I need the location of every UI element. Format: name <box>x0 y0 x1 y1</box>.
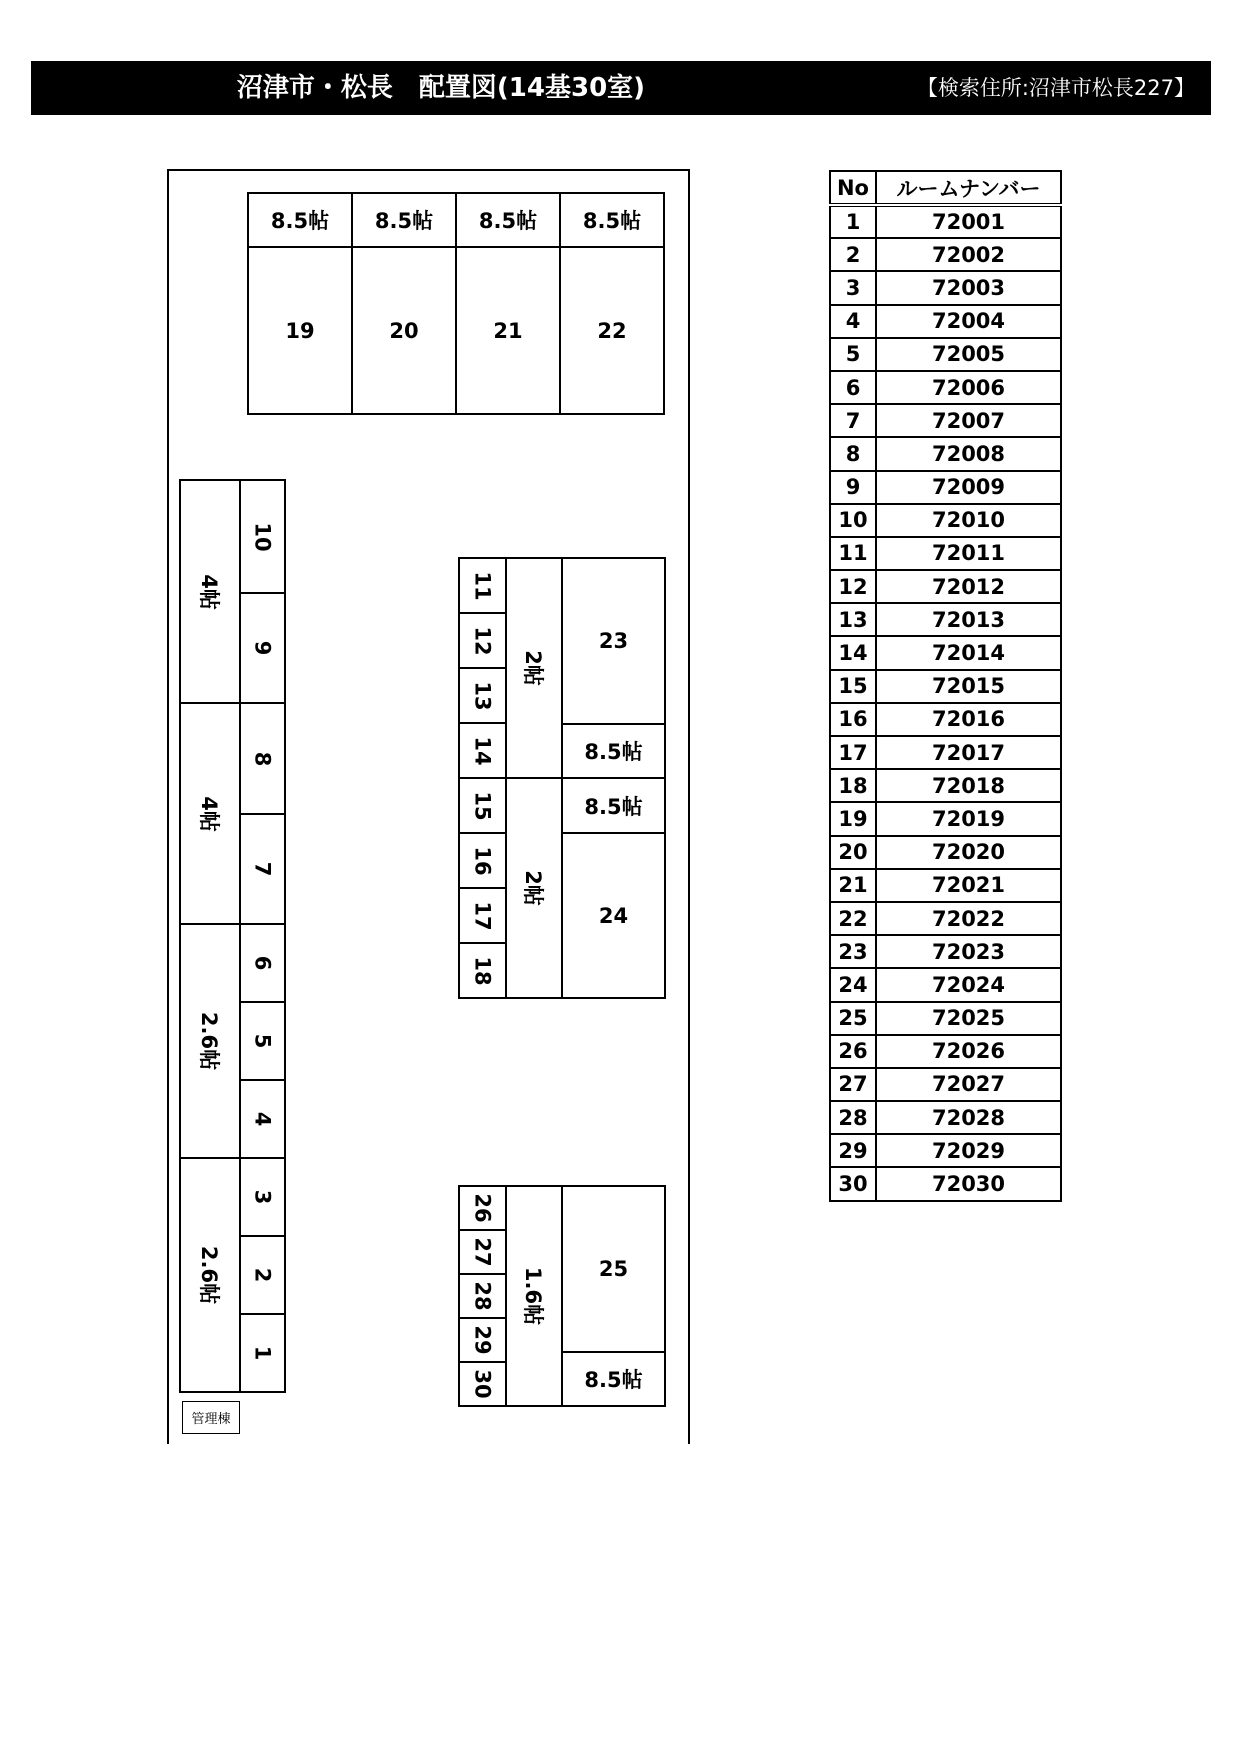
unit-1: 1 <box>239 1313 286 1393</box>
unit-7: 7 <box>239 813 286 925</box>
row-room-number: 72009 <box>876 471 1061 504</box>
row-room-number: 72023 <box>876 935 1061 968</box>
row-no: 12 <box>830 570 876 603</box>
table-row <box>830 935 1061 968</box>
row-room-number: 72001 <box>876 205 1061 238</box>
row-no: 4 <box>830 305 876 338</box>
table-row <box>830 238 1061 271</box>
unit-17: 17 <box>458 887 507 944</box>
row-no: 3 <box>830 271 876 304</box>
unit-2: 2 <box>239 1235 286 1315</box>
row-no: 30 <box>830 1167 876 1200</box>
unit-size-19: 8.5帖 <box>247 192 353 248</box>
unit-8: 8 <box>239 702 286 815</box>
row-room-number: 72017 <box>876 736 1061 769</box>
row-room-number: 72007 <box>876 404 1061 437</box>
row-no: 7 <box>830 404 876 437</box>
row-room-number: 72002 <box>876 238 1061 271</box>
table-row <box>830 504 1061 537</box>
block-size-1-3: 2.6帖 <box>179 1157 241 1393</box>
row-room-number: 72024 <box>876 968 1061 1001</box>
row-room-number: 72012 <box>876 570 1061 603</box>
row-no: 27 <box>830 1068 876 1101</box>
column-header-room: ルームナンバー <box>876 171 1061 205</box>
row-room-number: 72008 <box>876 437 1061 470</box>
unit-13: 13 <box>458 667 507 724</box>
row-no: 18 <box>830 769 876 802</box>
table-row <box>830 836 1061 869</box>
row-room-number: 72015 <box>876 670 1061 703</box>
table-row <box>830 636 1061 669</box>
row-no: 1 <box>830 205 876 238</box>
unit-14: 14 <box>458 722 507 779</box>
row-room-number: 72003 <box>876 271 1061 304</box>
row-room-number: 72022 <box>876 902 1061 935</box>
column-header-no: No <box>830 171 876 205</box>
row-no: 28 <box>830 1101 876 1134</box>
table-row <box>830 769 1061 802</box>
table-row <box>830 703 1061 736</box>
row-room-number: 72021 <box>876 869 1061 902</box>
row-no: 25 <box>830 1002 876 1035</box>
block-size-11-14: 2帖 <box>505 557 563 779</box>
table-row <box>830 902 1061 935</box>
table-row <box>830 570 1061 603</box>
row-room-number: 72014 <box>876 636 1061 669</box>
row-room-number: 72005 <box>876 338 1061 371</box>
unit-19: 19 <box>247 246 353 415</box>
row-no: 24 <box>830 968 876 1001</box>
unit-15: 15 <box>458 777 507 834</box>
row-no: 6 <box>830 371 876 404</box>
table-row <box>830 537 1061 570</box>
unit-size-25: 8.5帖 <box>561 1351 666 1407</box>
unit-26: 26 <box>458 1185 507 1231</box>
unit-size-20: 8.5帖 <box>351 192 457 248</box>
table-row <box>830 471 1061 504</box>
unit-29: 29 <box>458 1317 507 1363</box>
row-room-number: 72016 <box>876 703 1061 736</box>
row-room-number: 72011 <box>876 537 1061 570</box>
unit-12: 12 <box>458 612 507 669</box>
table-row <box>830 1167 1061 1200</box>
row-no: 15 <box>830 670 876 703</box>
row-room-number: 72018 <box>876 769 1061 802</box>
table-row <box>830 404 1061 437</box>
table-row <box>830 1134 1061 1167</box>
row-room-number: 72026 <box>876 1035 1061 1068</box>
unit-28: 28 <box>458 1273 507 1319</box>
unit-size-24: 8.5帖 <box>561 777 666 834</box>
unit-25: 25 <box>561 1185 666 1353</box>
row-no: 17 <box>830 736 876 769</box>
row-room-number: 72004 <box>876 305 1061 338</box>
row-room-number: 72010 <box>876 504 1061 537</box>
page-title: 沼津市・松長 配置図(14基30室) <box>236 73 646 103</box>
row-no: 26 <box>830 1035 876 1068</box>
row-no: 2 <box>830 238 876 271</box>
header-bar <box>31 61 1211 115</box>
row-room-number: 72027 <box>876 1068 1061 1101</box>
unit-size-22: 8.5帖 <box>559 192 665 248</box>
unit-5: 5 <box>239 1001 286 1081</box>
table-row <box>830 1002 1061 1035</box>
row-no: 11 <box>830 537 876 570</box>
unit-30: 30 <box>458 1361 507 1407</box>
row-no: 23 <box>830 935 876 968</box>
unit-18: 18 <box>458 942 507 999</box>
row-no: 14 <box>830 636 876 669</box>
row-no: 22 <box>830 902 876 935</box>
row-room-number: 72029 <box>876 1134 1061 1167</box>
table-row <box>830 869 1061 902</box>
unit-9: 9 <box>239 592 286 704</box>
row-room-number: 72019 <box>876 802 1061 835</box>
unit-4: 4 <box>239 1079 286 1159</box>
row-no: 13 <box>830 603 876 636</box>
block-size-9-10: 4帖 <box>179 479 241 704</box>
table-row <box>830 968 1061 1001</box>
unit-23: 23 <box>561 557 666 725</box>
row-no: 5 <box>830 338 876 371</box>
table-header-row <box>830 171 1061 205</box>
unit-21: 21 <box>455 246 561 415</box>
row-no: 19 <box>830 802 876 835</box>
row-no: 10 <box>830 504 876 537</box>
unit-size-23: 8.5帖 <box>561 723 666 779</box>
unit-20: 20 <box>351 246 457 415</box>
row-no: 21 <box>830 869 876 902</box>
management-building: 管理棟 <box>182 1401 240 1434</box>
row-no: 9 <box>830 471 876 504</box>
block-size-15-18: 2帖 <box>505 777 563 999</box>
table-row <box>830 371 1061 404</box>
table-row <box>830 305 1061 338</box>
row-no: 20 <box>830 836 876 869</box>
row-no: 29 <box>830 1134 876 1167</box>
table-row <box>830 205 1061 238</box>
row-room-number: 72030 <box>876 1167 1061 1200</box>
row-no: 16 <box>830 703 876 736</box>
room-number-table <box>829 170 1062 1202</box>
block-size-26-30: 1.6帖 <box>505 1185 563 1407</box>
row-no: 8 <box>830 437 876 470</box>
unit-3: 3 <box>239 1157 286 1237</box>
table-row <box>830 437 1061 470</box>
row-room-number: 72006 <box>876 371 1061 404</box>
block-size-4-6: 2.6帖 <box>179 923 241 1159</box>
unit-6: 6 <box>239 923 286 1003</box>
row-room-number: 72013 <box>876 603 1061 636</box>
row-room-number: 72025 <box>876 1002 1061 1035</box>
table-row <box>830 1101 1061 1134</box>
table-row <box>830 736 1061 769</box>
unit-size-21: 8.5帖 <box>455 192 561 248</box>
row-room-number: 72020 <box>876 836 1061 869</box>
table-row <box>830 603 1061 636</box>
search-address: 【検索住所:沼津市松長227】 <box>916 76 1195 100</box>
unit-16: 16 <box>458 832 507 889</box>
row-room-number: 72028 <box>876 1101 1061 1134</box>
block-size-7-8: 4帖 <box>179 702 241 925</box>
unit-27: 27 <box>458 1229 507 1275</box>
table-row <box>830 1068 1061 1101</box>
unit-10: 10 <box>239 479 286 594</box>
unit-24: 24 <box>561 832 666 999</box>
table-row <box>830 338 1061 371</box>
unit-11: 11 <box>458 557 507 614</box>
table-row <box>830 271 1061 304</box>
table-row <box>830 670 1061 703</box>
table-row <box>830 802 1061 835</box>
unit-22: 22 <box>559 246 665 415</box>
table-row <box>830 1035 1061 1068</box>
